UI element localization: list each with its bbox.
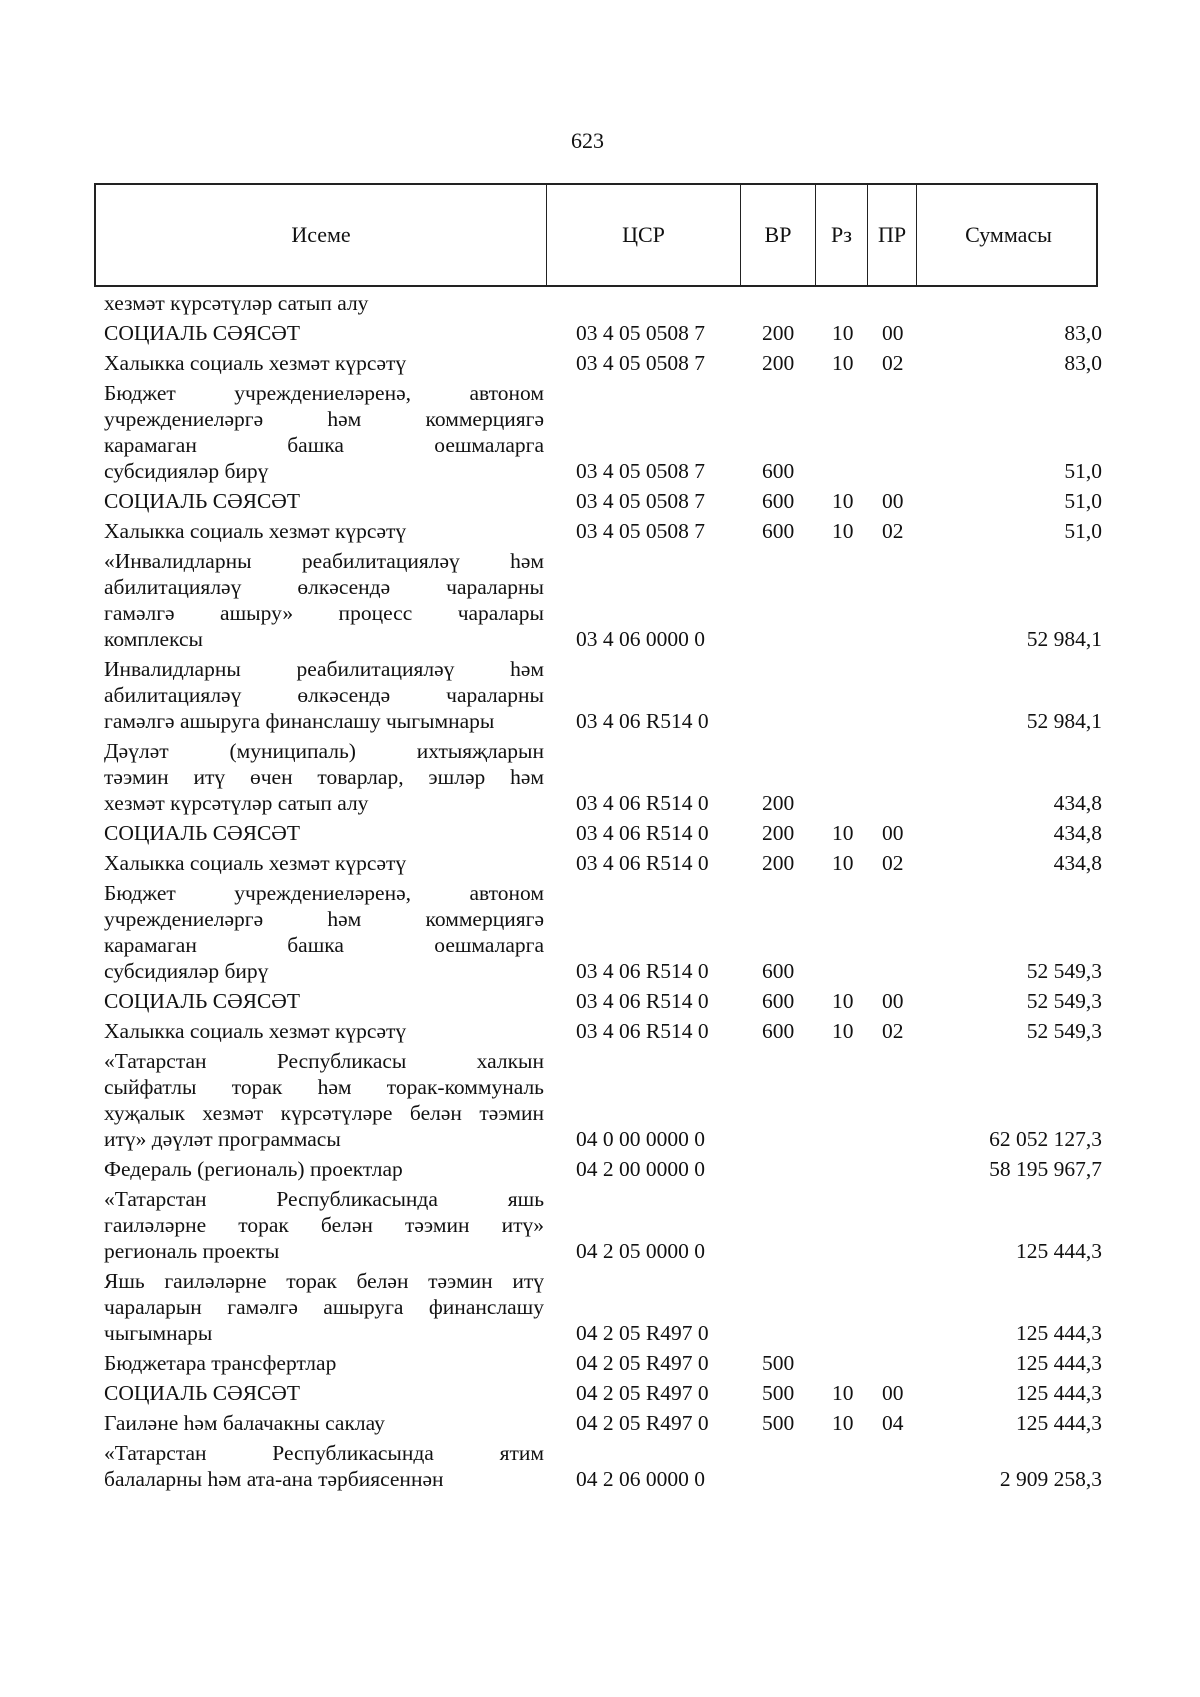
row-sum: 125 444,3 (1016, 1411, 1102, 1435)
row-name-line: субсидияләр бирү (104, 959, 269, 983)
row-pr: 00 (882, 489, 904, 513)
table-row (0, 1350, 1200, 1380)
table-row (0, 488, 1200, 518)
table-row (0, 350, 1200, 380)
row-name-line: итү» дәүләт программасы (104, 1127, 341, 1151)
row-name (104, 738, 544, 816)
row-sum: 52 984,1 (1026, 627, 1102, 651)
row-name-line: абилитацияләү өлкәсендә чараларны (104, 575, 544, 599)
row-sum: 51,0 (1064, 519, 1102, 543)
row-name-line: Бюджет учреждениеләренә, автоном (104, 881, 544, 905)
row-name (104, 1018, 544, 1044)
row-name (104, 1410, 544, 1436)
row-sum: 434,8 (1053, 791, 1102, 815)
table-row (0, 656, 1200, 738)
row-sum: 434,8 (1053, 821, 1102, 845)
row-sum: 125 444,3 (1016, 1381, 1102, 1405)
row-name (104, 488, 544, 514)
row-name (104, 380, 544, 484)
table-row (0, 1268, 1200, 1350)
table-row (0, 380, 1200, 488)
row-rz: 10 (832, 851, 854, 875)
row-csr: 04 2 05 0000 0 (576, 1239, 705, 1263)
header-csr: ЦСР (546, 185, 740, 285)
row-sum: 52 549,3 (1026, 959, 1102, 983)
page-number: 623 (571, 128, 604, 153)
row-name (104, 1268, 544, 1346)
row-name (104, 880, 544, 984)
table-row (0, 548, 1200, 656)
row-name-line: карамаган башка оешмаларга (104, 933, 544, 957)
row-sum: 434,8 (1053, 851, 1102, 875)
row-name-line: карамаган башка оешмаларга (104, 433, 544, 457)
table-row (0, 988, 1200, 1018)
row-name-line: учреждениеләргә һәм коммерциягә (104, 907, 544, 931)
row-name (104, 1048, 544, 1152)
row-vr: 200 (762, 791, 795, 815)
table-row (0, 880, 1200, 988)
row-name (104, 988, 544, 1014)
table-row (0, 1018, 1200, 1048)
table-row (0, 1156, 1200, 1186)
row-sum: 58 195 967,7 (989, 1157, 1102, 1181)
row-sum: 83,0 (1064, 321, 1102, 345)
row-sum: 83,0 (1064, 351, 1102, 375)
row-csr: 03 4 05 0508 7 (576, 519, 705, 543)
row-vr: 200 (762, 821, 795, 845)
table-row (0, 1380, 1200, 1410)
row-name-line: Халыкка социаль хезмәт күрсәтү (104, 351, 407, 375)
row-name-line: СОЦИАЛЬ СӘЯСӘТ (104, 321, 300, 345)
row-name-line: Инвалидларны реабилитацияләү һәм (104, 657, 544, 681)
row-sum: 62 052 127,3 (989, 1127, 1102, 1151)
row-name (104, 1350, 544, 1376)
row-name (104, 320, 544, 346)
table-row (0, 518, 1200, 548)
row-pr: 02 (882, 1019, 904, 1043)
row-sum: 52 549,3 (1026, 1019, 1102, 1043)
row-name-line: Бюджетара трансфертлар (104, 1351, 337, 1375)
row-rz: 10 (832, 519, 854, 543)
row-name-line: Бюджет учреждениеләренә, автоном (104, 381, 544, 405)
row-vr: 200 (762, 851, 795, 875)
row-csr: 03 4 05 0508 7 (576, 351, 705, 375)
table-header (94, 183, 1098, 287)
row-name-line: учреждениеләргә һәм коммерциягә (104, 407, 544, 431)
row-csr: 03 4 06 R514 0 (576, 851, 709, 875)
row-name-line: субсидияләр бирү (104, 459, 269, 483)
row-name-line: хезмәт күрсәтүләр сатып алу (104, 291, 369, 315)
row-name (104, 290, 544, 316)
row-name-line: Халыкка социаль хезмәт күрсәтү (104, 1019, 407, 1043)
row-name-line: «Татарстан Республикасында яшь (104, 1187, 544, 1211)
row-csr: 03 4 05 0508 7 (576, 489, 705, 513)
row-rz: 10 (832, 321, 854, 345)
row-vr: 200 (762, 321, 795, 345)
row-name-line: сыйфатлы торак һәм торак-коммуналь (104, 1075, 544, 1099)
row-name-line: Гаиләне һәм балачакны саклау (104, 1411, 385, 1435)
row-vr: 600 (762, 489, 795, 513)
row-name-line: тәэмин итү өчен товарлар, эшләр һәм (104, 765, 544, 789)
header-sum: Суммасы (916, 185, 1100, 285)
row-csr: 03 4 06 0000 0 (576, 627, 705, 651)
row-vr: 500 (762, 1351, 795, 1375)
row-sum: 51,0 (1064, 459, 1102, 483)
row-name (104, 518, 544, 544)
row-name-line: СОЦИАЛЬ СӘЯСӘТ (104, 989, 300, 1013)
row-name-line: Дәүләт (муниципаль) ихтыяҗларын (104, 739, 544, 763)
row-csr: 03 4 05 0508 7 (576, 321, 705, 345)
table-row (0, 1410, 1200, 1440)
row-name-line: СОЦИАЛЬ СӘЯСӘТ (104, 1381, 300, 1405)
row-name (104, 1380, 544, 1406)
row-sum: 52 549,3 (1026, 989, 1102, 1013)
row-pr: 00 (882, 321, 904, 345)
row-sum: 125 444,3 (1016, 1321, 1102, 1345)
row-name-line: комплексы (104, 627, 203, 651)
row-vr: 600 (762, 989, 795, 1013)
row-rz: 10 (832, 1019, 854, 1043)
row-vr: 600 (762, 519, 795, 543)
row-vr: 600 (762, 1019, 795, 1043)
row-csr: 03 4 06 R514 0 (576, 959, 709, 983)
row-pr: 00 (882, 821, 904, 845)
row-pr: 00 (882, 989, 904, 1013)
row-name-line: балаларны һәм ата-ана тәрбиясеннән (104, 1467, 444, 1491)
row-csr: 03 4 06 R514 0 (576, 1019, 709, 1043)
row-csr: 03 4 06 R514 0 (576, 989, 709, 1013)
header-name: Исеме (291, 222, 351, 247)
row-csr: 03 4 06 R514 0 (576, 791, 709, 815)
row-csr: 03 4 06 R514 0 (576, 821, 709, 845)
row-rz: 10 (832, 821, 854, 845)
row-name-line: гамәлгә ашыру» процесс чаралары (104, 601, 544, 625)
table-row (0, 1048, 1200, 1156)
row-name (104, 548, 544, 652)
row-vr: 600 (762, 959, 795, 983)
row-pr: 00 (882, 1381, 904, 1405)
row-rz: 10 (832, 489, 854, 513)
row-name-line: СОЦИАЛЬ СӘЯСӘТ (104, 821, 300, 845)
row-sum: 51,0 (1064, 489, 1102, 513)
row-vr: 200 (762, 351, 795, 375)
row-sum: 125 444,3 (1016, 1351, 1102, 1375)
table-row (0, 738, 1200, 820)
header-pr: ПР (867, 185, 916, 285)
row-pr: 02 (882, 519, 904, 543)
row-pr: 02 (882, 851, 904, 875)
row-name-line: хуҗалык хезмәт күрсәтүләре белән тәэмин (104, 1101, 544, 1125)
row-name-line: чараларын гамәлгә ашыруга финанслашу (104, 1295, 544, 1319)
row-csr: 04 2 05 R497 0 (576, 1321, 709, 1345)
table-row (0, 1186, 1200, 1268)
row-pr: 02 (882, 351, 904, 375)
table-row (0, 320, 1200, 350)
row-name (104, 1186, 544, 1264)
row-name (104, 820, 544, 846)
row-rz: 10 (832, 351, 854, 375)
row-name-line: гамәлгә ашыруга финанслашу чыгымнары (104, 709, 495, 733)
row-name (104, 850, 544, 876)
row-csr: 03 4 06 R514 0 (576, 709, 709, 733)
row-name-line: СОЦИАЛЬ СӘЯСӘТ (104, 489, 300, 513)
header-rz: Рз (815, 185, 867, 285)
row-name-line: региональ проекты (104, 1239, 280, 1263)
row-csr: 04 2 05 R497 0 (576, 1381, 709, 1405)
row-rz: 10 (832, 1381, 854, 1405)
table-row (0, 820, 1200, 850)
row-sum: 2 909 258,3 (999, 1467, 1102, 1491)
row-sum: 52 984,1 (1026, 709, 1102, 733)
row-rz: 10 (832, 1411, 854, 1435)
row-sum: 125 444,3 (1016, 1239, 1102, 1263)
table-body (0, 290, 1200, 1496)
row-name (104, 1156, 544, 1182)
row-name-line: «Татарстан Республикасында ятим (104, 1441, 544, 1465)
row-vr: 500 (762, 1411, 795, 1435)
row-csr: 04 2 05 R497 0 (576, 1411, 709, 1435)
row-name-line: Федераль (региональ) проектлар (104, 1157, 403, 1181)
row-name (104, 1440, 544, 1492)
table-row (0, 850, 1200, 880)
row-pr: 04 (882, 1411, 904, 1435)
row-name-line: Халыкка социаль хезмәт күрсәтү (104, 851, 407, 875)
table-row (0, 1440, 1200, 1496)
row-csr: 03 4 05 0508 7 (576, 459, 705, 483)
row-name (104, 656, 544, 734)
row-name-line: абилитацияләү өлкәсендә чараларны (104, 683, 544, 707)
row-vr: 600 (762, 459, 795, 483)
row-name (104, 350, 544, 376)
row-name-line: гаиләләрне торак белән тәэмин итү» (104, 1213, 544, 1237)
header-vr: ВР (740, 185, 815, 285)
row-csr: 04 2 06 0000 0 (576, 1467, 705, 1491)
row-name-line: Яшь гаиләләрне торак белән тәэмин итү (104, 1269, 544, 1293)
table-row (0, 290, 1200, 320)
row-name-line: Халыкка социаль хезмәт күрсәтү (104, 519, 407, 543)
row-rz: 10 (832, 989, 854, 1013)
row-vr: 500 (762, 1381, 795, 1405)
row-name-line: хезмәт күрсәтүләр сатып алу (104, 791, 369, 815)
row-csr: 04 0 00 0000 0 (576, 1127, 705, 1151)
row-csr: 04 2 05 R497 0 (576, 1351, 709, 1375)
row-name-line: чыгымнары (104, 1321, 213, 1345)
row-csr: 04 2 00 0000 0 (576, 1157, 705, 1181)
row-name-line: «Татарстан Республикасы халкын (104, 1049, 544, 1073)
row-name-line: «Инвалидларны реабилитацияләү һәм (104, 549, 544, 573)
